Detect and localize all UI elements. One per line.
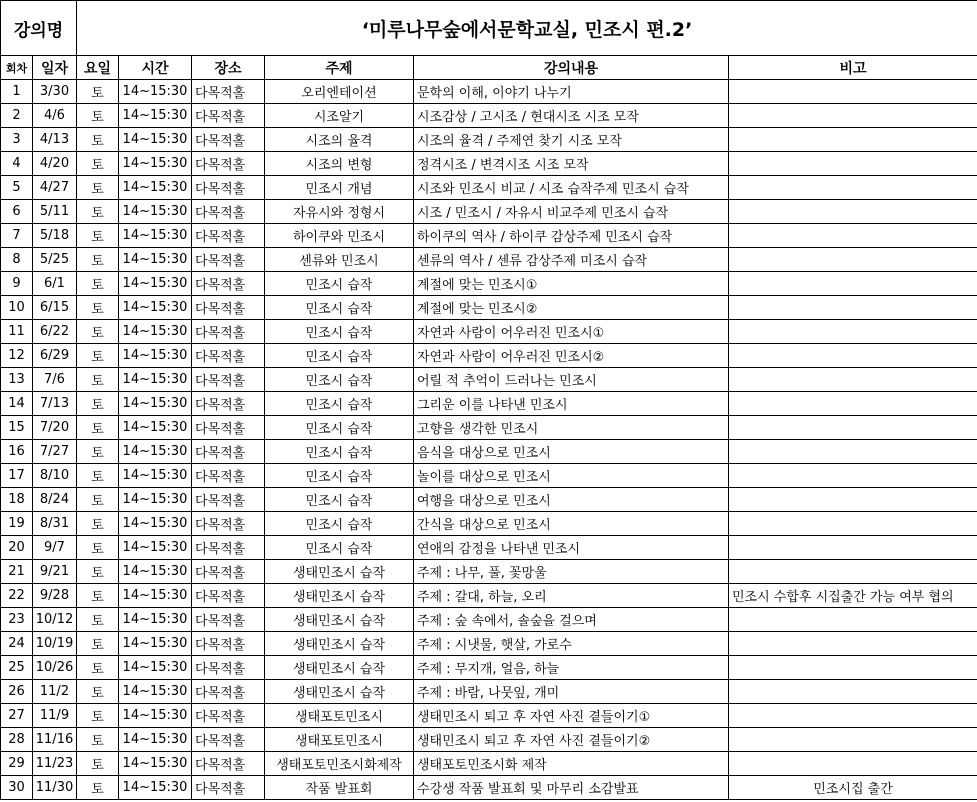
row-time: 14~15:30: [119, 536, 192, 560]
row-note: [729, 392, 977, 416]
row-topic: 시조의 율격: [265, 128, 414, 152]
row-place: 다목적홀: [192, 200, 265, 224]
row-day: 토: [77, 776, 119, 800]
table-row: [1, 344, 977, 368]
header-day: 요일: [77, 56, 119, 80]
row-place: 다목적홀: [192, 632, 265, 656]
row-note: [729, 272, 977, 296]
row-content: 자연과 사람이 어우러진 민조시②: [414, 344, 729, 368]
header-topic: 주제: [265, 56, 414, 80]
row-time: 14~15:30: [119, 680, 192, 704]
row-content: 그리운 이를 나타낸 민조시: [414, 392, 729, 416]
row-place: 다목적홀: [192, 488, 265, 512]
row-place: 다목적홀: [192, 656, 265, 680]
row-day: 토: [77, 224, 119, 248]
row-number: 9: [1, 272, 33, 296]
row-day: 토: [77, 704, 119, 728]
row-topic: 민조시 개념: [265, 176, 414, 200]
row-day: 토: [77, 440, 119, 464]
row-content: 주제 : 무지개, 얼음, 하늘: [414, 656, 729, 680]
table-row: [1, 512, 977, 536]
row-time: 14~15:30: [119, 512, 192, 536]
row-number: 27: [1, 704, 33, 728]
row-date: 8/31: [33, 512, 77, 536]
row-number: 29: [1, 752, 33, 776]
row-number: 26: [1, 680, 33, 704]
row-note: [729, 248, 977, 272]
row-date: 7/27: [33, 440, 77, 464]
header-note: 비고: [729, 56, 977, 80]
row-note: [729, 464, 977, 488]
row-number: 1: [1, 80, 33, 104]
row-number: 4: [1, 152, 33, 176]
row-note: [729, 536, 977, 560]
row-content: 주제 : 시냇물, 햇살, 가로수: [414, 632, 729, 656]
row-date: 11/16: [33, 728, 77, 752]
row-number: 10: [1, 296, 33, 320]
row-note: [729, 344, 977, 368]
table-row: [1, 728, 977, 752]
row-time: 14~15:30: [119, 224, 192, 248]
row-note: [729, 296, 977, 320]
row-content: 정격시조 / 변격시조 시조 모작: [414, 152, 729, 176]
row-content: 어릴 적 추억이 드러나는 민조시: [414, 368, 729, 392]
row-day: 토: [77, 416, 119, 440]
row-topic: 생태민조시 습작: [265, 632, 414, 656]
row-time: 14~15:30: [119, 440, 192, 464]
row-day: 토: [77, 560, 119, 584]
row-place: 다목적홀: [192, 680, 265, 704]
row-day: 토: [77, 656, 119, 680]
row-content: 놀이를 대상으로 민조시: [414, 464, 729, 488]
lecture-name-label: 강의명: [1, 1, 77, 56]
row-content: 고향을 생각한 민조시: [414, 416, 729, 440]
row-topic: 생태포토민조시: [265, 704, 414, 728]
table-row: [1, 776, 977, 800]
row-content: 시조와 민조시 비교 / 시조 습작주제 민조시 습작: [414, 176, 729, 200]
row-day: 토: [77, 152, 119, 176]
row-day: 토: [77, 632, 119, 656]
row-place: 다목적홀: [192, 104, 265, 128]
row-topic: 민조시 습작: [265, 344, 414, 368]
row-note: 민조시 수합후 시집출간 가능 여부 협의: [729, 584, 977, 608]
row-content: 센류의 역사 / 센류 감상주제 미조시 습작: [414, 248, 729, 272]
row-topic: 민조시 습작: [265, 272, 414, 296]
row-content: 시조의 율격 / 주제연 찾기 시조 모작: [414, 128, 729, 152]
row-number: 14: [1, 392, 33, 416]
row-date: 9/28: [33, 584, 77, 608]
row-note: [729, 560, 977, 584]
row-topic: 민조시 습작: [265, 296, 414, 320]
row-note: [729, 416, 977, 440]
row-day: 토: [77, 728, 119, 752]
header-place: 장소: [192, 56, 265, 80]
row-topic: 하이쿠와 민조시: [265, 224, 414, 248]
row-note: [729, 728, 977, 752]
row-topic: 작품 발표회: [265, 776, 414, 800]
row-place: 다목적홀: [192, 128, 265, 152]
row-topic: 민조시 습작: [265, 488, 414, 512]
row-place: 다목적홀: [192, 272, 265, 296]
table-row: [1, 320, 977, 344]
row-number: 3: [1, 128, 33, 152]
table-row: [1, 80, 977, 104]
row-content: 주제 : 숲 속에서, 솔숲을 걸으며: [414, 608, 729, 632]
row-day: 토: [77, 176, 119, 200]
row-content: 연애의 감정을 나타낸 민조시: [414, 536, 729, 560]
row-time: 14~15:30: [119, 560, 192, 584]
row-place: 다목적홀: [192, 728, 265, 752]
row-date: 4/6: [33, 104, 77, 128]
row-place: 다목적홀: [192, 176, 265, 200]
row-time: 14~15:30: [119, 704, 192, 728]
row-note: [729, 224, 977, 248]
row-topic: 민조시 습작: [265, 512, 414, 536]
table-row: [1, 248, 977, 272]
table-row: [1, 200, 977, 224]
row-topic: 오리엔테이션: [265, 80, 414, 104]
table-row: [1, 680, 977, 704]
header-row: [1, 56, 977, 80]
row-place: 다목적홀: [192, 224, 265, 248]
row-number: 2: [1, 104, 33, 128]
row-date: 6/22: [33, 320, 77, 344]
row-place: 다목적홀: [192, 608, 265, 632]
row-place: 다목적홀: [192, 392, 265, 416]
row-date: 3/30: [33, 80, 77, 104]
row-topic: 자유시와 정형시: [265, 200, 414, 224]
row-day: 토: [77, 368, 119, 392]
row-note: [729, 200, 977, 224]
row-time: 14~15:30: [119, 464, 192, 488]
header-content: 강의내용: [414, 56, 729, 80]
row-number: 20: [1, 536, 33, 560]
row-time: 14~15:30: [119, 104, 192, 128]
lecture-title: ‘미루나무숲에서문학교실, 민조시 편.2’: [77, 1, 977, 56]
row-number: 5: [1, 176, 33, 200]
table-row: [1, 656, 977, 680]
row-place: 다목적홀: [192, 512, 265, 536]
row-date: 4/20: [33, 152, 77, 176]
row-place: 다목적홀: [192, 440, 265, 464]
row-number: 16: [1, 440, 33, 464]
row-note: [729, 656, 977, 680]
row-number: 21: [1, 560, 33, 584]
row-time: 14~15:30: [119, 608, 192, 632]
row-day: 토: [77, 296, 119, 320]
row-date: 10/19: [33, 632, 77, 656]
row-date: 4/13: [33, 128, 77, 152]
row-topic: 민조시 습작: [265, 392, 414, 416]
table-row: [1, 104, 977, 128]
row-note: [729, 440, 977, 464]
title-row: [1, 1, 977, 56]
row-content: 여행을 대상으로 민조시: [414, 488, 729, 512]
row-date: 5/25: [33, 248, 77, 272]
row-note: [729, 632, 977, 656]
row-time: 14~15:30: [119, 272, 192, 296]
row-place: 다목적홀: [192, 704, 265, 728]
row-note: [729, 152, 977, 176]
row-content: 생태민조시 퇴고 후 자연 사진 곁들이기②: [414, 728, 729, 752]
row-number: 17: [1, 464, 33, 488]
row-day: 토: [77, 464, 119, 488]
row-number: 19: [1, 512, 33, 536]
row-note: 민조시집 출간: [729, 776, 977, 800]
row-number: 7: [1, 224, 33, 248]
row-day: 토: [77, 344, 119, 368]
table-row: [1, 296, 977, 320]
table-row: [1, 368, 977, 392]
row-time: 14~15:30: [119, 632, 192, 656]
row-note: [729, 512, 977, 536]
row-number: 13: [1, 368, 33, 392]
row-time: 14~15:30: [119, 368, 192, 392]
row-date: 6/15: [33, 296, 77, 320]
row-content: 음식을 대상으로 민조시: [414, 440, 729, 464]
row-time: 14~15:30: [119, 152, 192, 176]
row-place: 다목적홀: [192, 776, 265, 800]
row-content: 생태민조시 퇴고 후 자연 사진 곁들이기①: [414, 704, 729, 728]
row-note: [729, 608, 977, 632]
row-time: 14~15:30: [119, 176, 192, 200]
row-topic: 생태민조시 습작: [265, 560, 414, 584]
row-day: 토: [77, 584, 119, 608]
table-row: [1, 488, 977, 512]
table-row: [1, 416, 977, 440]
table-row: [1, 464, 977, 488]
row-time: 14~15:30: [119, 296, 192, 320]
row-day: 토: [77, 104, 119, 128]
row-content: 주제 : 나무, 풀, 꽃망울: [414, 560, 729, 584]
row-number: 18: [1, 488, 33, 512]
row-date: 5/11: [33, 200, 77, 224]
row-day: 토: [77, 200, 119, 224]
table-row: [1, 224, 977, 248]
header-date: 일자: [33, 56, 77, 80]
row-note: [729, 368, 977, 392]
row-time: 14~15:30: [119, 416, 192, 440]
row-number: 22: [1, 584, 33, 608]
row-date: 8/24: [33, 488, 77, 512]
row-topic: 민조시 습작: [265, 368, 414, 392]
row-topic: 민조시 습작: [265, 320, 414, 344]
row-date: 8/10: [33, 464, 77, 488]
row-date: 7/20: [33, 416, 77, 440]
row-place: 다목적홀: [192, 80, 265, 104]
row-time: 14~15:30: [119, 320, 192, 344]
row-date: 6/29: [33, 344, 77, 368]
row-time: 14~15:30: [119, 344, 192, 368]
table-row: [1, 272, 977, 296]
header-time: 시간: [119, 56, 192, 80]
table-row: [1, 560, 977, 584]
row-place: 다목적홀: [192, 752, 265, 776]
row-topic: 생태민조시 습작: [265, 656, 414, 680]
table-row: [1, 704, 977, 728]
row-note: [729, 488, 977, 512]
row-number: 24: [1, 632, 33, 656]
row-place: 다목적홀: [192, 464, 265, 488]
row-number: 11: [1, 320, 33, 344]
row-date: 9/7: [33, 536, 77, 560]
row-place: 다목적홀: [192, 584, 265, 608]
row-content: 수강생 작품 발표회 및 마무리 소감발표: [414, 776, 729, 800]
row-date: 11/30: [33, 776, 77, 800]
row-content: 주제 : 갈대, 하늘, 오리: [414, 584, 729, 608]
row-place: 다목적홀: [192, 416, 265, 440]
row-content: 주제 : 바람, 나뭇잎, 개미: [414, 680, 729, 704]
row-date: 7/6: [33, 368, 77, 392]
row-topic: 민조시 습작: [265, 464, 414, 488]
table-row: [1, 392, 977, 416]
row-content: 시조감상 / 고시조 / 현대시조 시조 모작: [414, 104, 729, 128]
row-topic: 민조시 습작: [265, 440, 414, 464]
row-note: [729, 704, 977, 728]
row-number: 25: [1, 656, 33, 680]
table-row: [1, 536, 977, 560]
row-time: 14~15:30: [119, 488, 192, 512]
row-day: 토: [77, 128, 119, 152]
row-date: 11/23: [33, 752, 77, 776]
row-number: 6: [1, 200, 33, 224]
row-place: 다목적홀: [192, 536, 265, 560]
row-topic: 생태포토민조시: [265, 728, 414, 752]
row-content: 자연과 사람이 어우러진 민조시①: [414, 320, 729, 344]
row-day: 토: [77, 752, 119, 776]
row-number: 28: [1, 728, 33, 752]
row-time: 14~15:30: [119, 248, 192, 272]
row-date: 11/9: [33, 704, 77, 728]
row-note: [729, 104, 977, 128]
row-day: 토: [77, 680, 119, 704]
row-topic: 생태포토민조시화제작: [265, 752, 414, 776]
row-place: 다목적홀: [192, 344, 265, 368]
row-date: 6/1: [33, 272, 77, 296]
table-row: [1, 752, 977, 776]
row-time: 14~15:30: [119, 752, 192, 776]
header-no: 회차: [1, 56, 33, 80]
row-topic: 생태민조시 습작: [265, 680, 414, 704]
row-content: 간식을 대상으로 민조시: [414, 512, 729, 536]
row-day: 토: [77, 512, 119, 536]
row-day: 토: [77, 248, 119, 272]
row-day: 토: [77, 488, 119, 512]
row-place: 다목적홀: [192, 248, 265, 272]
row-day: 토: [77, 80, 119, 104]
row-topic: 센류와 민조시: [265, 248, 414, 272]
row-topic: 민조시 습작: [265, 536, 414, 560]
row-date: 5/18: [33, 224, 77, 248]
row-date: 10/12: [33, 608, 77, 632]
row-topic: 시조의 변형: [265, 152, 414, 176]
row-content: 생태포토민조시화 제작: [414, 752, 729, 776]
row-number: 8: [1, 248, 33, 272]
row-content: 문학의 이해, 이야기 나누기: [414, 80, 729, 104]
row-note: [729, 320, 977, 344]
row-place: 다목적홀: [192, 296, 265, 320]
row-date: 9/21: [33, 560, 77, 584]
row-day: 토: [77, 392, 119, 416]
row-note: [729, 680, 977, 704]
row-content: 시조 / 민조시 / 자유시 비교주제 민조시 습작: [414, 200, 729, 224]
table-row: [1, 608, 977, 632]
row-date: 10/26: [33, 656, 77, 680]
row-time: 14~15:30: [119, 392, 192, 416]
row-time: 14~15:30: [119, 776, 192, 800]
row-time: 14~15:30: [119, 728, 192, 752]
row-content: 계절에 맞는 민조시②: [414, 296, 729, 320]
row-time: 14~15:30: [119, 584, 192, 608]
table-row: [1, 176, 977, 200]
row-note: [729, 128, 977, 152]
row-number: 23: [1, 608, 33, 632]
row-day: 토: [77, 272, 119, 296]
row-note: [729, 80, 977, 104]
row-content: 계절에 맞는 민조시①: [414, 272, 729, 296]
row-topic: 생태민조시 습작: [265, 584, 414, 608]
row-time: 14~15:30: [119, 128, 192, 152]
row-topic: 생태민조시 습작: [265, 608, 414, 632]
row-day: 토: [77, 536, 119, 560]
row-date: 11/2: [33, 680, 77, 704]
row-note: [729, 176, 977, 200]
row-day: 토: [77, 320, 119, 344]
table-row: [1, 440, 977, 464]
row-number: 12: [1, 344, 33, 368]
row-note: [729, 752, 977, 776]
row-date: 7/13: [33, 392, 77, 416]
row-place: 다목적홀: [192, 560, 265, 584]
row-date: 4/27: [33, 176, 77, 200]
row-topic: 시조알기: [265, 104, 414, 128]
row-topic: 민조시 습작: [265, 416, 414, 440]
table-row: [1, 128, 977, 152]
row-place: 다목적홀: [192, 368, 265, 392]
row-day: 토: [77, 608, 119, 632]
row-content: 하이쿠의 역사 / 하이쿠 감상주제 민조시 습작: [414, 224, 729, 248]
row-time: 14~15:30: [119, 656, 192, 680]
row-number: 15: [1, 416, 33, 440]
table-row: [1, 152, 977, 176]
table-row: [1, 632, 977, 656]
row-place: 다목적홀: [192, 152, 265, 176]
table-row: [1, 584, 977, 608]
row-place: 다목적홀: [192, 320, 265, 344]
row-time: 14~15:30: [119, 80, 192, 104]
row-time: 14~15:30: [119, 200, 192, 224]
row-number: 30: [1, 776, 33, 800]
